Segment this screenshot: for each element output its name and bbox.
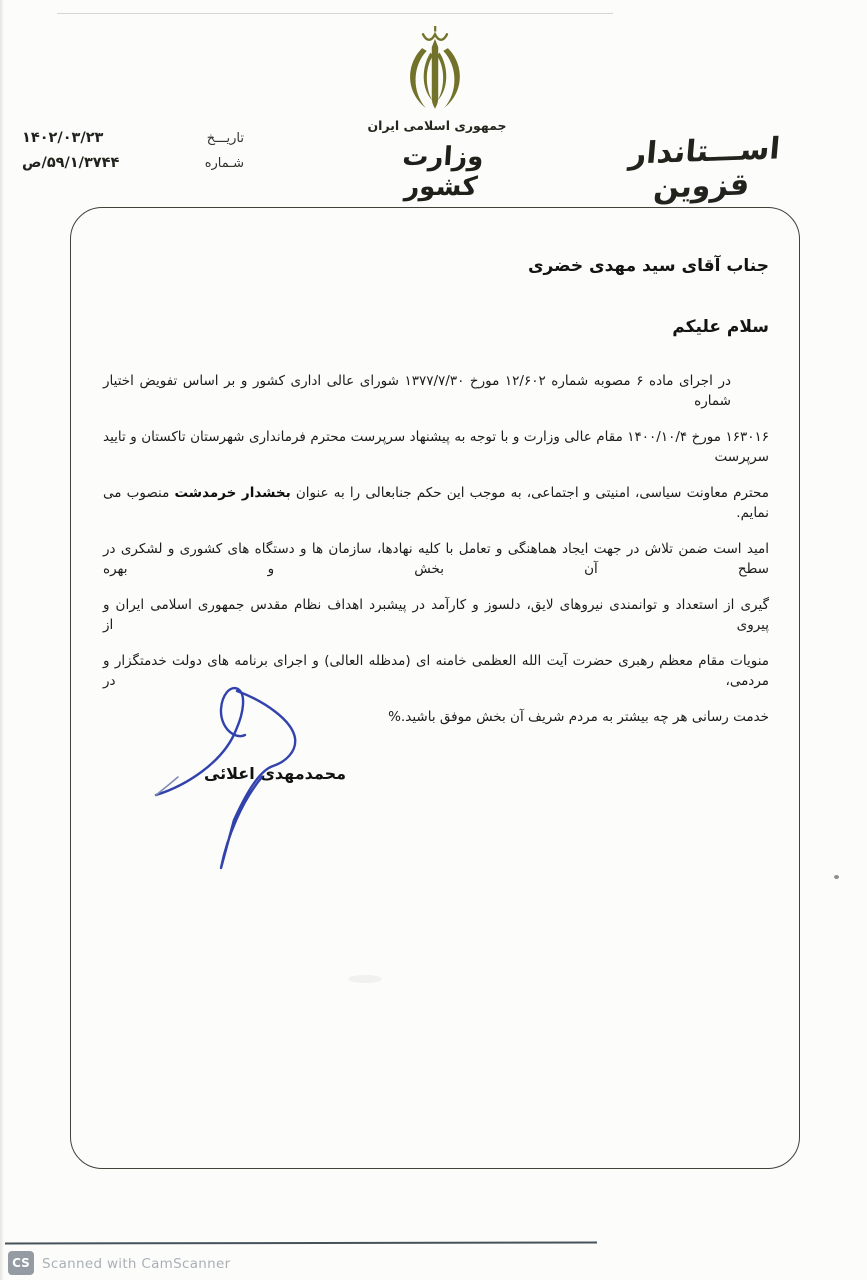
salutation-line: سلام علیکم (672, 317, 769, 337)
signatory-name: محمدمهدی اعلائی (203, 764, 347, 783)
body-line-7: خدمت رسانی هر چه بیشتر به مردم شریف آن بخش موفق باشید.% (388, 709, 769, 725)
iran-emblem-icon (398, 26, 472, 118)
body-line-1: در اجرای ماده ۶ مصوبه شماره ۱۲/۶۰۲ مورخ ۱۳۷۷/۷/۳۰ شورای عالی اداری کشور و بر اساس تفویض اختیار شماره (103, 373, 731, 410)
date-row (22, 130, 244, 146)
scan-streak-artifact (57, 13, 613, 14)
scan-dot-artifact (834, 875, 839, 879)
number-label: شـماره (204, 156, 244, 171)
date-label: تاریـــخ (206, 131, 244, 146)
ministry-of-interior-title: وزارت کشور (401, 142, 485, 202)
appointment-title-bold: بخشدار خرمدشت (174, 485, 291, 501)
number-row (22, 155, 244, 171)
number-value: ۵۹/۱/۳۷۴۴/ص (22, 155, 120, 171)
body-line-5: گیری از استعداد و توانمندی نیروهای لایق، دلسوز و کارآمد در پیشبرد اهداف نظام مقدس جمهوری اسلامی ایران و پیروی از (103, 597, 769, 634)
camscanner-watermark-label: Scanned with CamScanner (42, 1256, 231, 1272)
camscanner-logo-icon: CS (8, 1251, 34, 1275)
republic-of-iran-title: جمهوری اسلامی ایران (367, 118, 507, 133)
signature-icon (123, 667, 355, 881)
scan-edge-shadow (0, 0, 4, 1280)
letter-frame (70, 207, 800, 1169)
body-line-4: امید است ضمن تلاش در جهت ایجاد هماهنگی و تعامل با کلیه نهادها، سازمان ها و دستگاه های کشوری و لشکری در سطح آن بخش و بهره (103, 541, 769, 578)
body-line-2: ۱۶۳۰۱۶ مورخ ۱۴۰۰/۱۰/۴ مقام عالی وزارت و با توجه به پیشنهاد سرپرست محترم فرمانداری شهرستان تاکستان و تایید سرپرست (103, 429, 769, 466)
body-line-3 (103, 483, 769, 524)
scan-footer-divider (5, 1241, 597, 1244)
body-line-6: منویات مقام معظم رهبری حضرت آیت الله العظمی خامنه ای (مدظله العالی) و اجرای برنامه های دولت خدمتگزار و مردمی، در (103, 653, 769, 690)
recipient-line: جناب آقای سید مهدی خضری (527, 256, 769, 276)
body-line-3-pre: محترم معاونت سیاسی، امنیتی و اجتماعی، به موجب این حکم جنابعالی را به عنوان (290, 485, 769, 501)
body-line-3-post: منصوب می نمایم. (103, 485, 769, 522)
date-value: ۱۴۰۲/۰۳/۲۳ (22, 130, 104, 146)
letter-meta-block (22, 130, 244, 180)
qazvin-governor-title: اســـتاندار قزوین (627, 131, 782, 206)
